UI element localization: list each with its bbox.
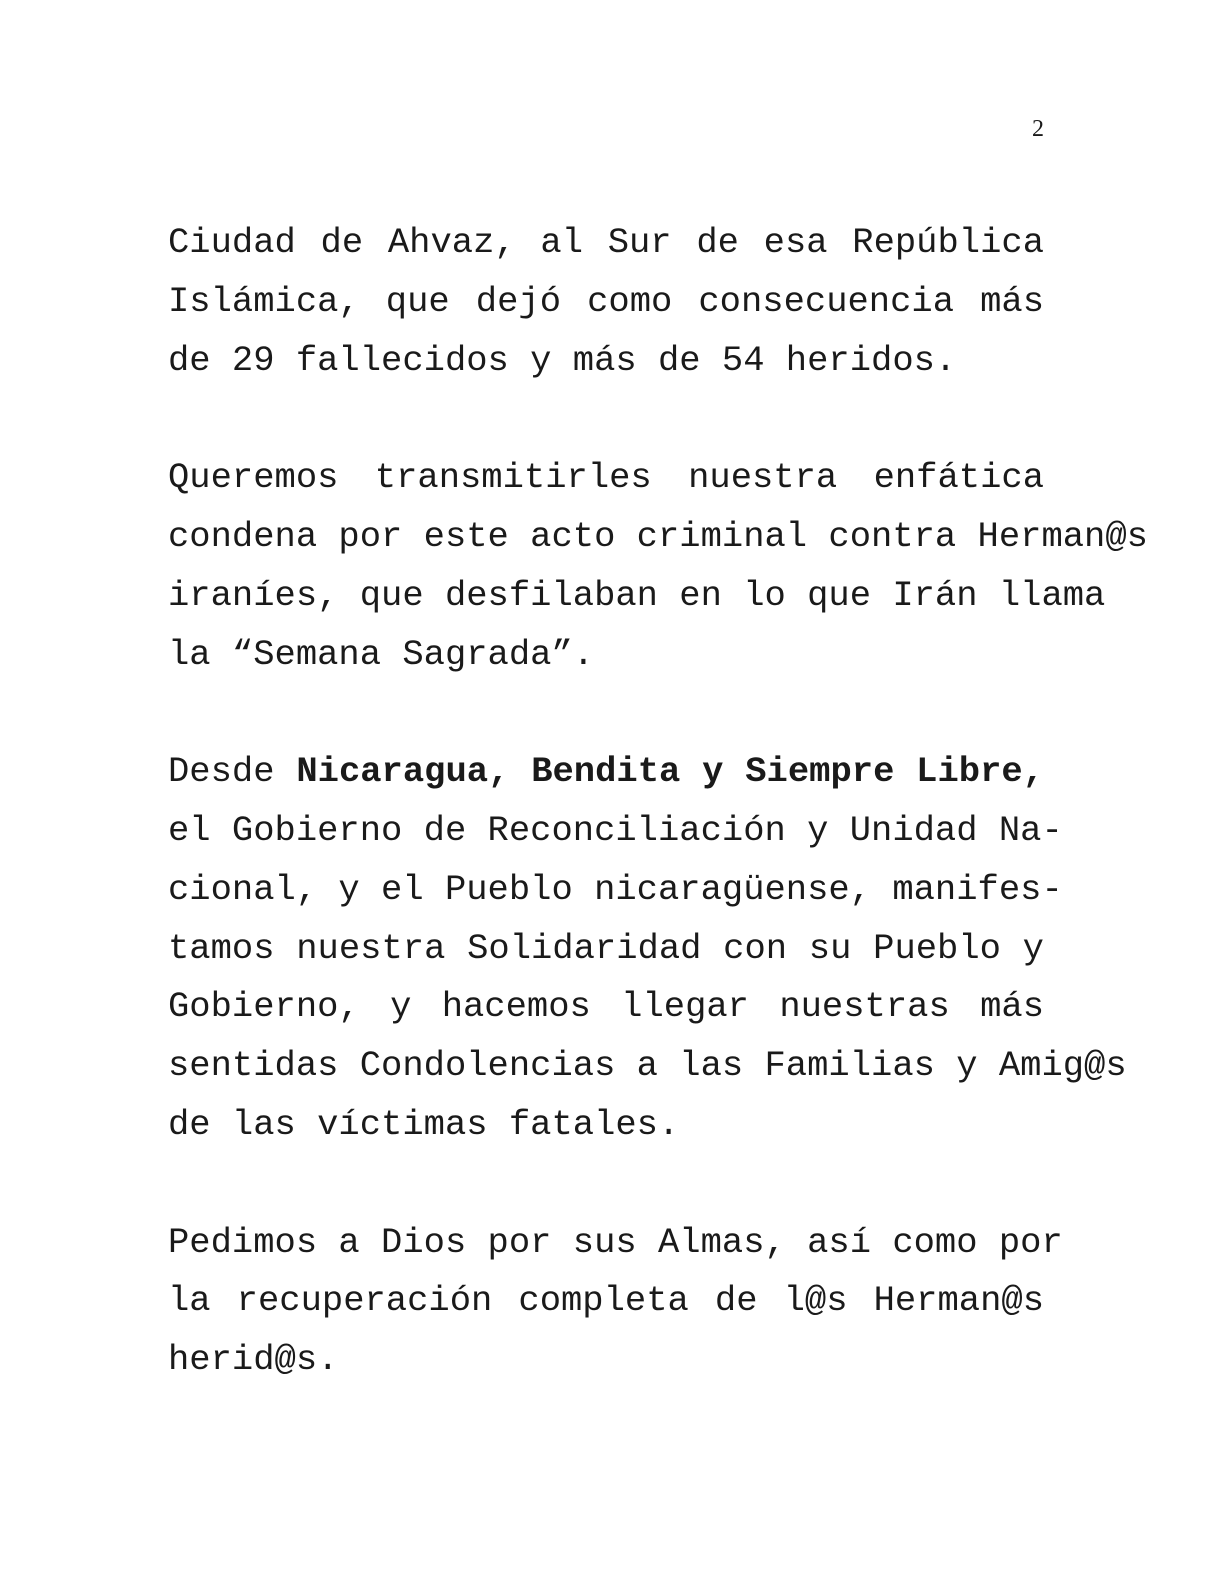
text-line: cional, y el Pueblo nicaragüense, manifes- [168, 868, 1063, 910]
text-line: de 29 fallecidos y más de 54 heridos. [168, 339, 957, 381]
text-line: tamos nuestra Solidaridad con su Pueblo y [168, 927, 1044, 969]
paragraph-prayer [168, 1214, 1063, 1390]
text-line: de las víctimas fatales. [168, 1103, 680, 1145]
text-line: Gobierno, y hacemos llegar nuestras más [168, 986, 1044, 1028]
text-line: la “Semana Sagrada”. [168, 633, 595, 675]
text-line: Ciudad de Ahvaz, al Sur de esa República [168, 222, 1044, 263]
text-line: sentidas Condolencias a las Familias y Amig@s [168, 1045, 1127, 1087]
bold-country-motto: Nicaragua, Bendita y Siempre Libre, [296, 751, 1045, 793]
text-line: el Gobierno de Reconciliación y Unidad Na- [168, 809, 1063, 851]
text-line: Islámica, que dejó como consecuencia más [168, 280, 1044, 322]
text-line: herid@s. [168, 1339, 339, 1381]
text-line: iraníes, que desfilaban en lo que Irán llama [168, 574, 1106, 616]
text-line: Queremos transmitirles nuestra enfática [168, 457, 1044, 499]
text-line [168, 743, 1044, 802]
text-run: Desde [168, 751, 297, 793]
text-line: la recuperación completa de l@s Herman@s [168, 1280, 1044, 1322]
text-line: Pedimos a Dios por sus Almas, así como por [168, 1221, 1063, 1263]
paragraph-solidarity [168, 743, 1127, 1155]
paragraph-condemnation [168, 449, 1148, 684]
page-number: 2 [1032, 116, 1044, 142]
text-line: condena por este acto criminal contra Herman@s [168, 515, 1148, 557]
paragraph-attack-details [168, 214, 1044, 390]
letter-body [168, 214, 1148, 1449]
